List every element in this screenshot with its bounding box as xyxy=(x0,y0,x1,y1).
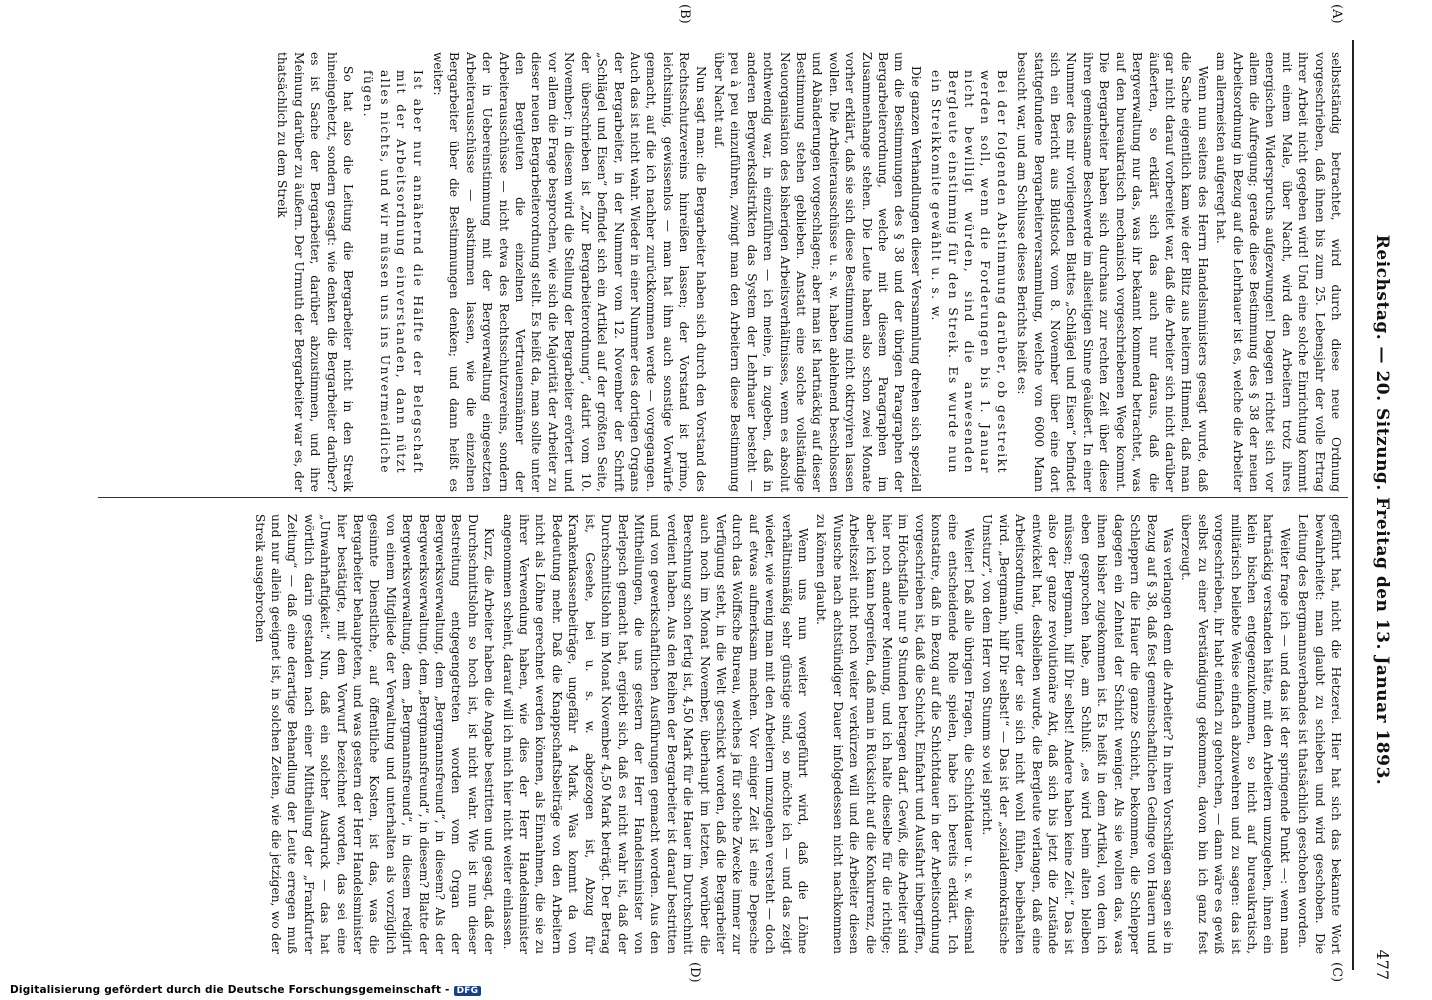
column-divider xyxy=(98,497,1348,498)
dfg-logo: DFG xyxy=(454,986,482,996)
page-number: 477 xyxy=(1373,949,1392,980)
paragraph: selbstständig betrachtet, wird durch diese neue Ordnung vorgeschrieben, daß ihnen bis zum 25. Lebensjahr der volle Ertrag ihrer Arbeit nicht gegeben wird! Und eine solche Einrichtung kommt mit einem Male, über Nacht, wird den Arbeitern trotz ihres energischen Widerspruchs aufgezwungen! Dagegen richtet sich vor allem die Aufregung; gerade diese Bestimmung des § 38 der neuen Arbeitsordnung in Bezug auf die Lehrhauer ist es, welche die Arbeiter am allermeisten aufgeregt hat. xyxy=(1214,52,1343,492)
margin-mark-b: (B) xyxy=(677,4,692,24)
margin-mark-c: (C) xyxy=(1329,962,1344,983)
paragraph: Die ganzen Verhandlungen dieser Versammlung drehen sich speziell um die Bestimmungen des § 38 und der übrigen Paragraphen der Bergarbeiterordnung, welche mit diesem Paragraphen im Zusammenhange stehen. Die Leute haben also schon zwei Monate vorher erklärt, daß sie sich diese Bestimmung nicht oktroyiren lassen wollen. Die Arbeiterausschüsse u. s. w. haben ablehnend beschlossen und Abänderungen vorgeschlagen; aber man ist hartnäckig auf dieser Bestimmung stehen geblieben. Anstatt eine solche vollständige Neuorganisation des bisherigen Arbeitsverhältnisses, wenn es absolut nothwendig war, in einzuführen — ich meine, in zugeben, daß in anderen Bergwerksdistrikten das System der Lehrhauer besteht — peu à peu einzuführen, zwingt man den Arbeitern diese Bestimmung über Nacht auf. xyxy=(711,52,923,492)
digitization-credit xyxy=(10,984,481,996)
paragraph: Kurz, die Arbeiter haben die Angabe bestritten und gesagt, daß der Durchschnittslohn so hoch ist, ist nicht wahr. Wie ist nun dieser Bestreitung entgegengetreten worden vom Organ der Bergwerksverwaltung, dem „Bergmannsfreund“, in diesem? Als der Bergwerksverwaltung, dem „Bergmannsfreund“, in diesem? Blatte der Bergwerksverwaltung, dem „Bergmannsfreund“, in diesem redigirt von einem Mitgliede der Verwaltung und unterhalten als vorzüglich gesinnte Dienstliche, auf öffentliche Kosten, ist das, was die Bergarbeiter behaupteten, und was gestern der Herr Handelsminister hier bestätigte, mit dem Vorwurf bezeichnet worden, das sei eine „Unwahrhaftigkeit.“ Nun, daß ein solcher Ausdruck — das hat wörtlich darin gestanden nach einer Mittheilung der „Frankfurter Zeitung“ — daß eine derartige Behandlung der Leute erregen muß und nur allein geeignet ist, in solchen Zeiten, wie die jetzigen, wo der Streik ausgebrochen xyxy=(252,514,497,954)
paragraph: Wenn uns nun weiter vorgeführt wird, daß die Löhne verhältnismäßig sehr günstige sind, so möchte ich — und das zeigt wieder, wie wenig man mit den Arbeitern umzugehen versteht — doch auf etwas aufmerksam machen. Vor einiger Zeit ist eine Depesche durch das Wolffsche Bureau, welches ja für solche Zwecke immer zur Verfügung steht, in die Welt geschickt worden, daß die Bergarbeiter auch noch im Monat November, überhaupt im letzten, worüber die Berechnung schon fertig ist, 4,50 Mark für die Hauer im Durchschnitt verdient haben. Aus den Reihen der Bergarbeiter ist darauf bestritten und von gewerkschaftlichen Ausführungen gemacht worden. Aus den Mittheilungen, die uns gestern der Herr Handelsminister von Berlepsch gemacht hat, ergiebt sich, daß es nicht wahr ist, daß der Durchschnittslohn im Monat November 4,50 Mark beträgt. Der Betrag ist, Gesehe, bei u. s. w. abgezogen ist, Abzug für Krankenkassenbeiträge, ungefähr 4 Mark. Was kommt da von Bedeutung mehr. Daß die Knappschaftsbeiträge von den Arbeitern nicht als Löhne gerechnet werden können, als Einnahmen, die sie zu ihrer Verwendung haben, wie dies der Herr Handelsminister angenommen scheint, darauf will ich mich hier nicht weiter einlassen. xyxy=(500,514,810,954)
margin-mark-a: (A) xyxy=(1329,4,1344,24)
header-rule xyxy=(1352,40,1354,970)
quotation: Bei der folgenden Abstimmung darüber, ob gestreikt werden soll, wenn die Forderungen bis 1. Januar nicht bewilligt würden, sind die anwesenden Bergleute einstimmig für den Streik. Es wurde nun ein Streikkomite gewählt u. s. w. xyxy=(929,70,1009,474)
paragraph: Was verlangen denn die Arbeiter? In ihren Vorschlägen sagen sie in Bezug auf § 38, daß fest gemeinschaftlichen Gedinge von Hauern und Schleppern die Hauer die ganze Schicht, bekommen, die Schlepper dagegen ein Zehntel der Schicht weniger. Als sie wollen das, was ihnen bisher zugekommen ist. Es heißt in dem Artikel, von dem ich eben gesprochen habe, am Schluß: „es wird beim alten bleiben müssen; Bergmann, hilf Dir selbst! Andere haben keine Zeit.“ Das ist also der ganze revolutionäre Akt, daß sich bis jetzt die Zustände entwickelt hat, desbleiben wurde, die Bergleute verlangen, daß eine Arbeitsordnung, unter der sie sich nicht wohl fühlen, beibehalten wird. „Bergmann, hilf Dir selbst!“ — Das ist der „sozialdemokratische Umsturz“, von dem Herr von Stumm so viel spricht. xyxy=(980,514,1175,954)
paragraph: Weiter frage ich — und das ist der springende Punkt —: wenn man hartnäckig verstanden hätte, mit den Arbeitern umzugehen, ihnen ein klein bischen entgegenzukommen, so nicht auf bureaukratisch, militärisch beliebte Weise einfach abzuwehren und zu sagen: das ist vorgeschrieben, ihr habt einfach zu gehorchen, — dann wäre es gewiß selbst zu einer Verständigung gekommen, davon bin ich ganz fest überzeugt. xyxy=(1179,514,1292,954)
paragraph: Wenn nun seitens des Herrn Handelsministers gesagt wurde, daß die Sache eigentlich kam wie der Blitz aus heiterm Himmel, daß man gar nicht darauf vorbereitet war, daß die Arbeiter sich nicht darüber äußerten, so erklärt sich das auch nur daraus, daß die Bergverwaltung nur das, was ihr bekannt kommend betrachtet, was auf den bureaukratisch mechanisch vorgeschriebenen Wege kommt. Die Bergarbeiter haben sich durchaus zur rechten Zeit über diese ihren gemeinsame Beschwerde im allseitigen Sinne geäußert. In einer Nummer des mir vorliegenden Blattes „Schlägel und Eisen“ befindet sich ein Bericht aus Bildstock vom 8. November über eine dort stattgefundene Bergarbeiterversammlung, welche von 6000 Mann besucht war, und am Schlusse dieses Berichts heißt es: xyxy=(1015,52,1210,492)
paragraph: Weiter! Daß alle übrigen Fragen, die Schichtdauer u. s. w. diesmal eine entscheidende Rolle spielen, habe ich bereits erklärt. Ich konstatire, daß in Bezug auf die Schichtdauer in der Arbeitsordnung vorgeschrieben ist, daß die Schicht, Einfahrt und Ausfahrt inbegriffen, im Höchstfalle nur 9 Stunden betragen darf. Gewiß, die Arbeiter sind hier noch anderer Meinung, und ich halte dieselbe für die richtige; aber ich kann begreifen, daß man in Rücksicht auf die Konkurrenz, die Arbeitszeit nicht noch weiter verkürzen will und die Arbeiter diesen Wunsche nach achtstündiger Dauer infolgedessen nicht nachkommen zu können glaubt. xyxy=(814,514,977,954)
quotation: Ist aber nur annähernd die Hälfte der Belegschaft mit der Arbeitsordnung einverstanden, dann nützt alles nichts, und wir müssen uns ins Unvermeidliche fügen. xyxy=(361,70,425,474)
paragraph: Nun sagt man: die Bergarbeiter haben sich durch den Vorstand des Rechtsschutzvereins hinreißen lassen; der Vorstand ist primo, leichtsinnig, gewissenlos — man hat ihm auch sonstige Vorwürfe gemacht, auf die ich nachher zurückkommen werde — vorgegangen. Auch das ist nicht wahr. Wieder in einer Nummer des dortigen Organs der Bergarbeiter, in der Nummer vom 12. November der Schrift „Schlägel und Eisen“ befindet sich ein Artikel auf der größten Seite, der überschrieben ist „Zur Bergarbeiterordnung“, datirt vom 10. November; in diesem wird die Stellung der Bergarbeiter erörtert und vor allem die Frage besprochen, wie sich die Majorität der Arbeiter zu dieser neuen Bergarbeiterordnung stellt. Es heißt da, man sollte unter den Bergleuten die einzelnen Vertrauensmänner der Arbeiterausschüsse — nicht etwa des Rechtsschutzvereins, sondern der in Uebereinstimmung mit der Bergverwaltung eingesetzten Arbeiterausschüsse — abstimmen lassen, wie die einzelnen Bergarbeiter über die Bestimmungen denken; und dann heißt es weiter: xyxy=(431,52,708,492)
right-column xyxy=(104,514,1344,954)
paragraph: geführt hat, nicht die Hetzerei. Hier hat sich das bekannte Wort bewahrheitet: man glaubt zu schieben und wird geschoben. Die Leitung des Bergmannsverbandes ist thatsächlich geschoben worden. xyxy=(1296,514,1343,954)
credit-text: Digitalisierung gefördert durch die Deutsche Forschungsgemeinschaft - xyxy=(10,984,450,996)
running-header xyxy=(1354,40,1432,980)
page-title: Reichstag. — 20. Sitzung. Freitag den 13. Januar 1893. xyxy=(1372,234,1392,786)
margin-mark-d: (D) xyxy=(687,962,702,983)
left-column xyxy=(104,52,1344,492)
paragraph: So hat also die Leitung die Bergarbeiter nicht in den Streik hineingehetzt, sondern gesagt: wie denken die Bergarbeiter darüber? es ist Sache der Bergarbeiter, darüber abzustimmen, und ihre Meinung darüber zu äußern. Der Urmuth der Bergarbeiter war es, der thatsächlich zu dem Streik xyxy=(275,52,356,492)
